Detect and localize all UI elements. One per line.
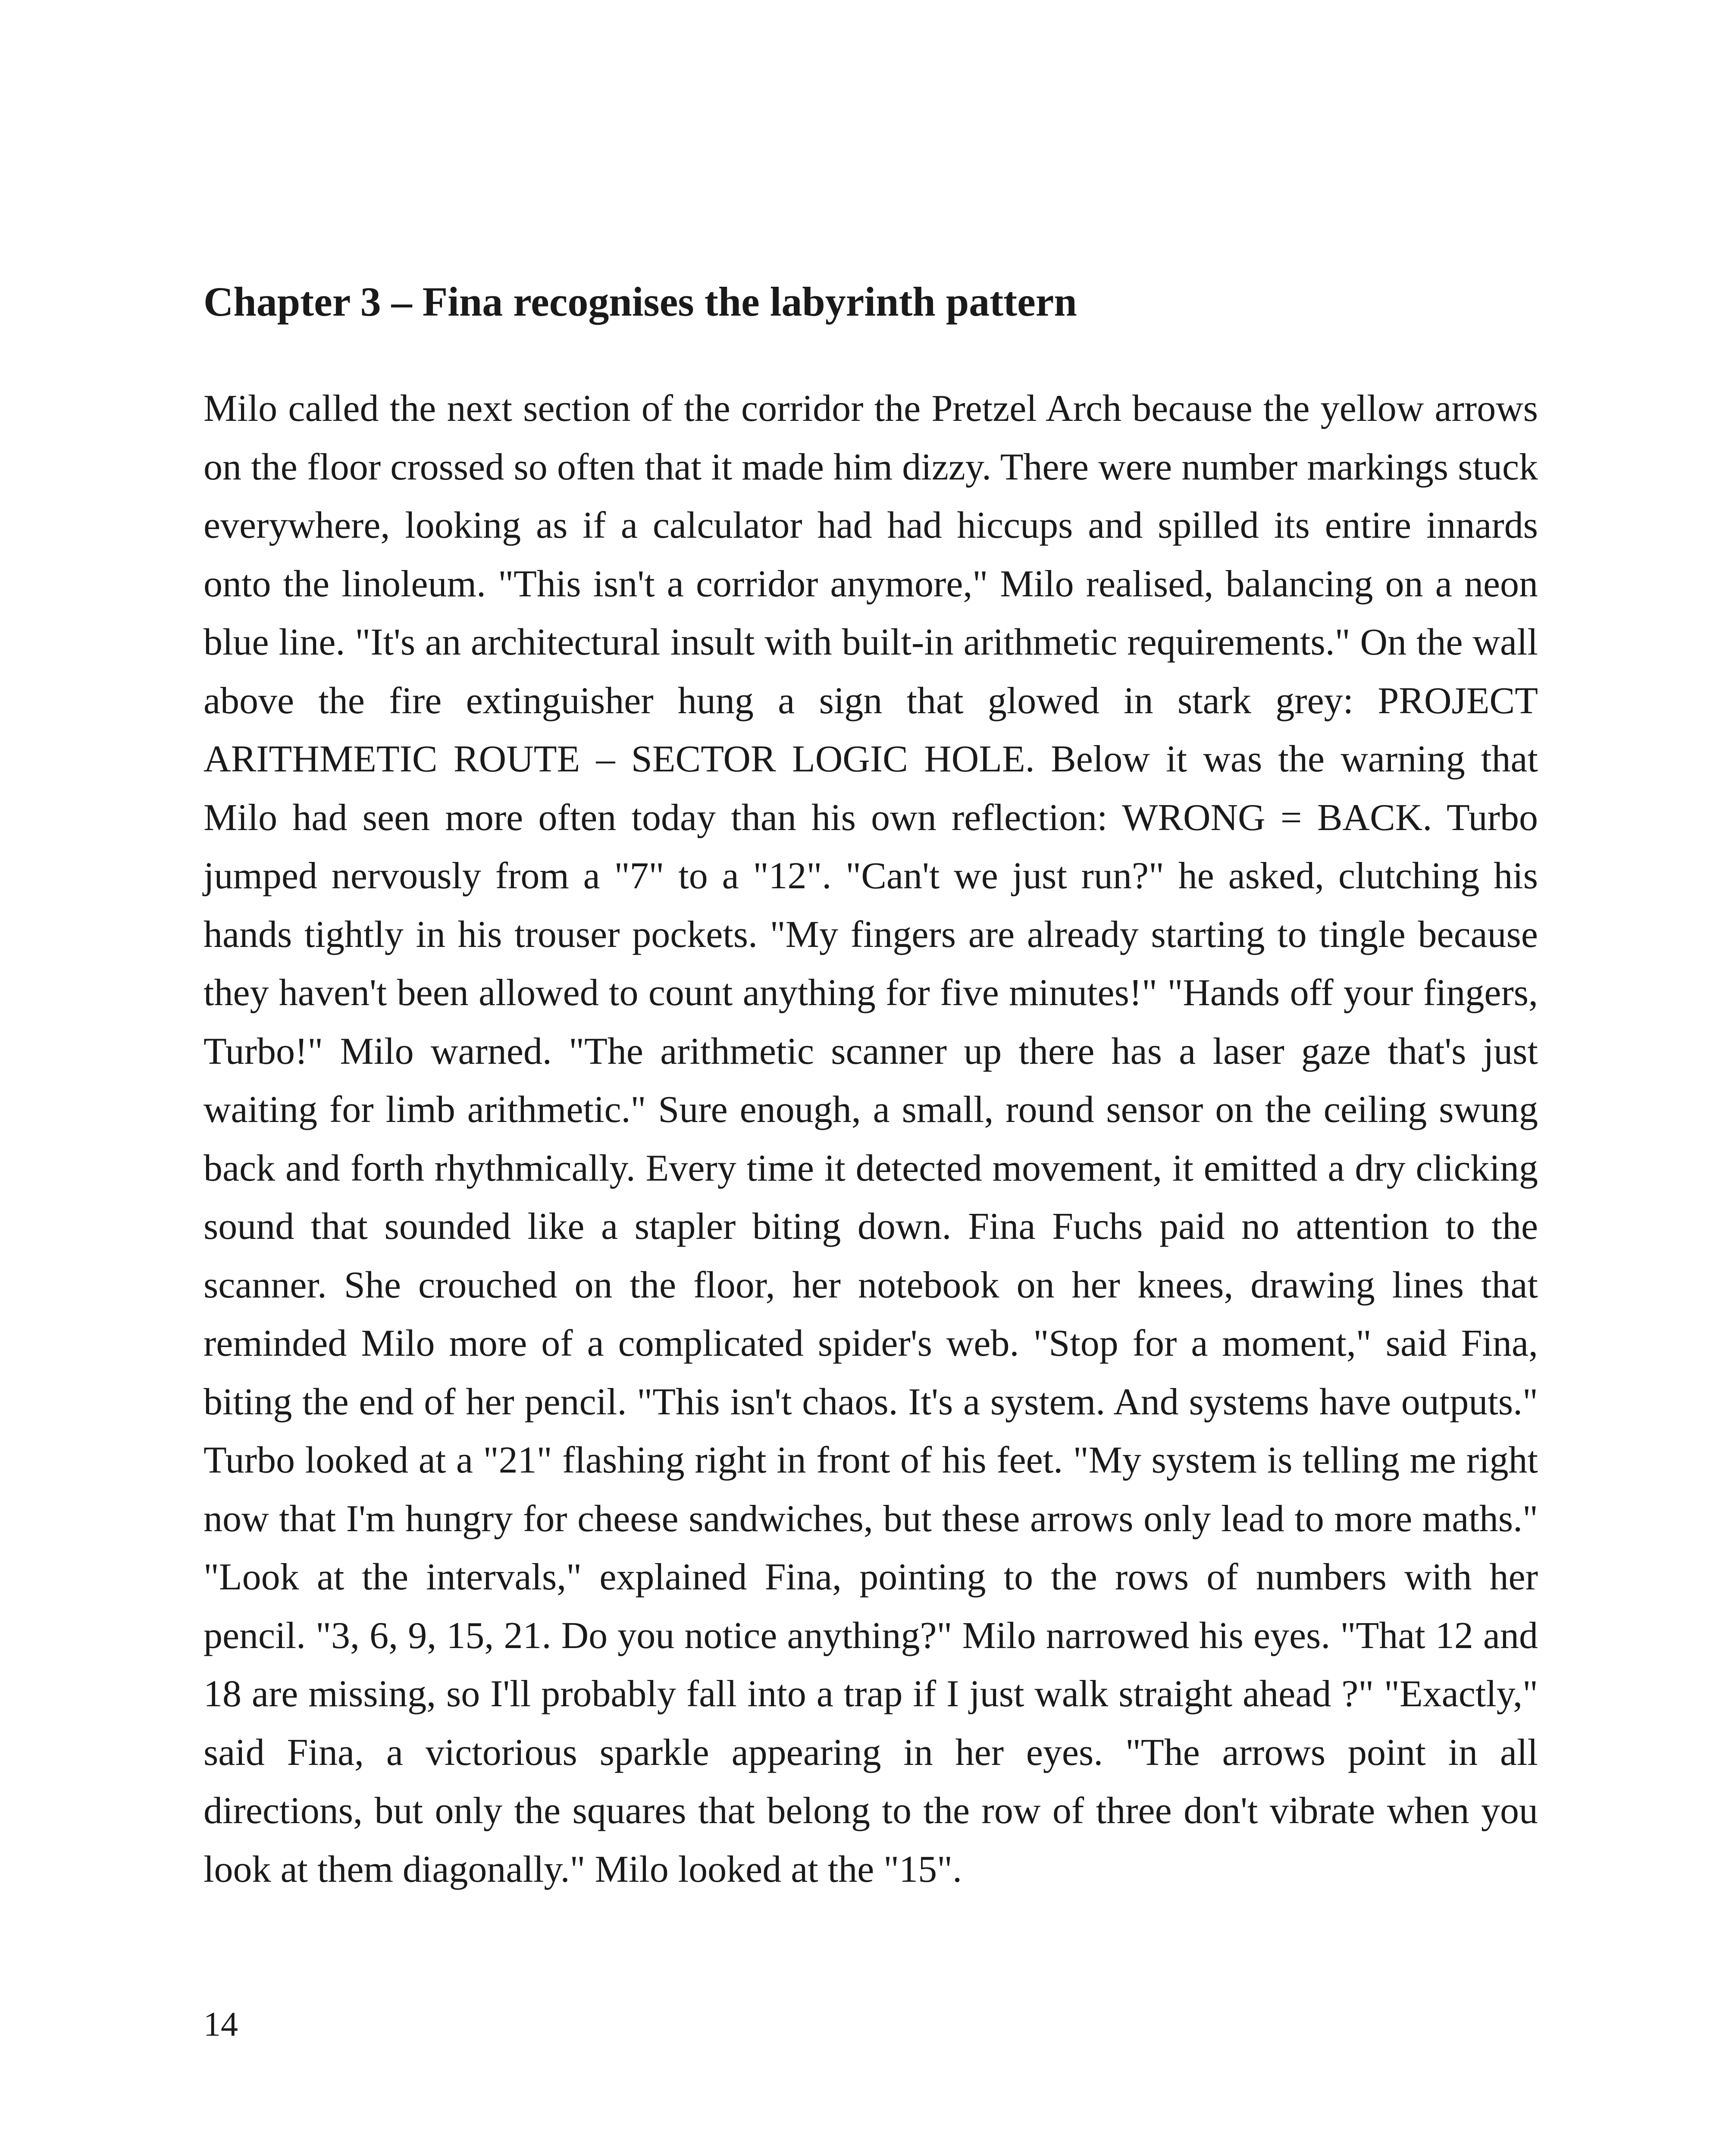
body-paragraph: Milo called the next section of the corridor the Pretzel Arch because the yellow arrows on the floor crossed so often that it made him dizzy. There were number markings stuck everywhere, looking as if a calculator had had hiccups and spilled its entire innards onto the linoleum. "This isn't a corridor anymore," Milo realised, balancing on a neon blue line. "It's an architectural insult with built-in arithmetic requirements." On the wall above the fire extinguisher hung a sign that glowed in stark grey: PROJECT ARITHMETIC ROUTE – SECTOR LOGIC HOLE. Below it was the warning that Milo had seen more often today than his own reflection: WRONG = BACK. Turbo jumped nervously from a "7" to a "12". "Can't we just run?" he asked, clutching his hands tightly in his trouser pockets. "My fingers are already starting to tingle because they haven't been allowed to count anything for five minutes!" "Hands off your fingers, Turbo!" Milo warned. "The arithmetic scanner up there has a laser gaze that's just waiting for limb arithmetic." Sure enough, a small, round sensor on the ceiling swung back and forth rhythmically. Every time it detected movement, it emitted a dry clicking sound that sounded like a stapler biting down. Fina Fuchs paid no attention to the scanner. She crouched on the floor, her notebook on her knees, drawing lines that reminded Milo more of a complicated spider's web. "Stop for a moment," said Fina, biting the end of her pencil. "This isn't chaos. It's a system. And systems have outputs." Turbo looked at a "21" flashing right in front of his feet. "My system is telling me right now that I'm hungry for cheese sandwiches, but these arrows only lead to more maths." "Look at the intervals," explained Fina, pointing to the rows of numbers with her pencil. "3, 6, 9, 15, 21. Do you notice anything?" Milo narrowed his eyes. "That 12 and 18 are missing, so I'll probably fall into a trap if I just walk straight ahead ?" "Exactly," said Fina, a victorious sparkle appearing in her eyes. "The arrows point in all directions, but only the squares that belong to the row of three don't vibrate when you look at them diagonally." Milo looked at the "15".: [204, 388, 1538, 1890]
page-number: 14: [204, 2006, 238, 2043]
chapter-title: Chapter 3 – Fina recognises the labyrinth pattern: [204, 279, 1077, 325]
